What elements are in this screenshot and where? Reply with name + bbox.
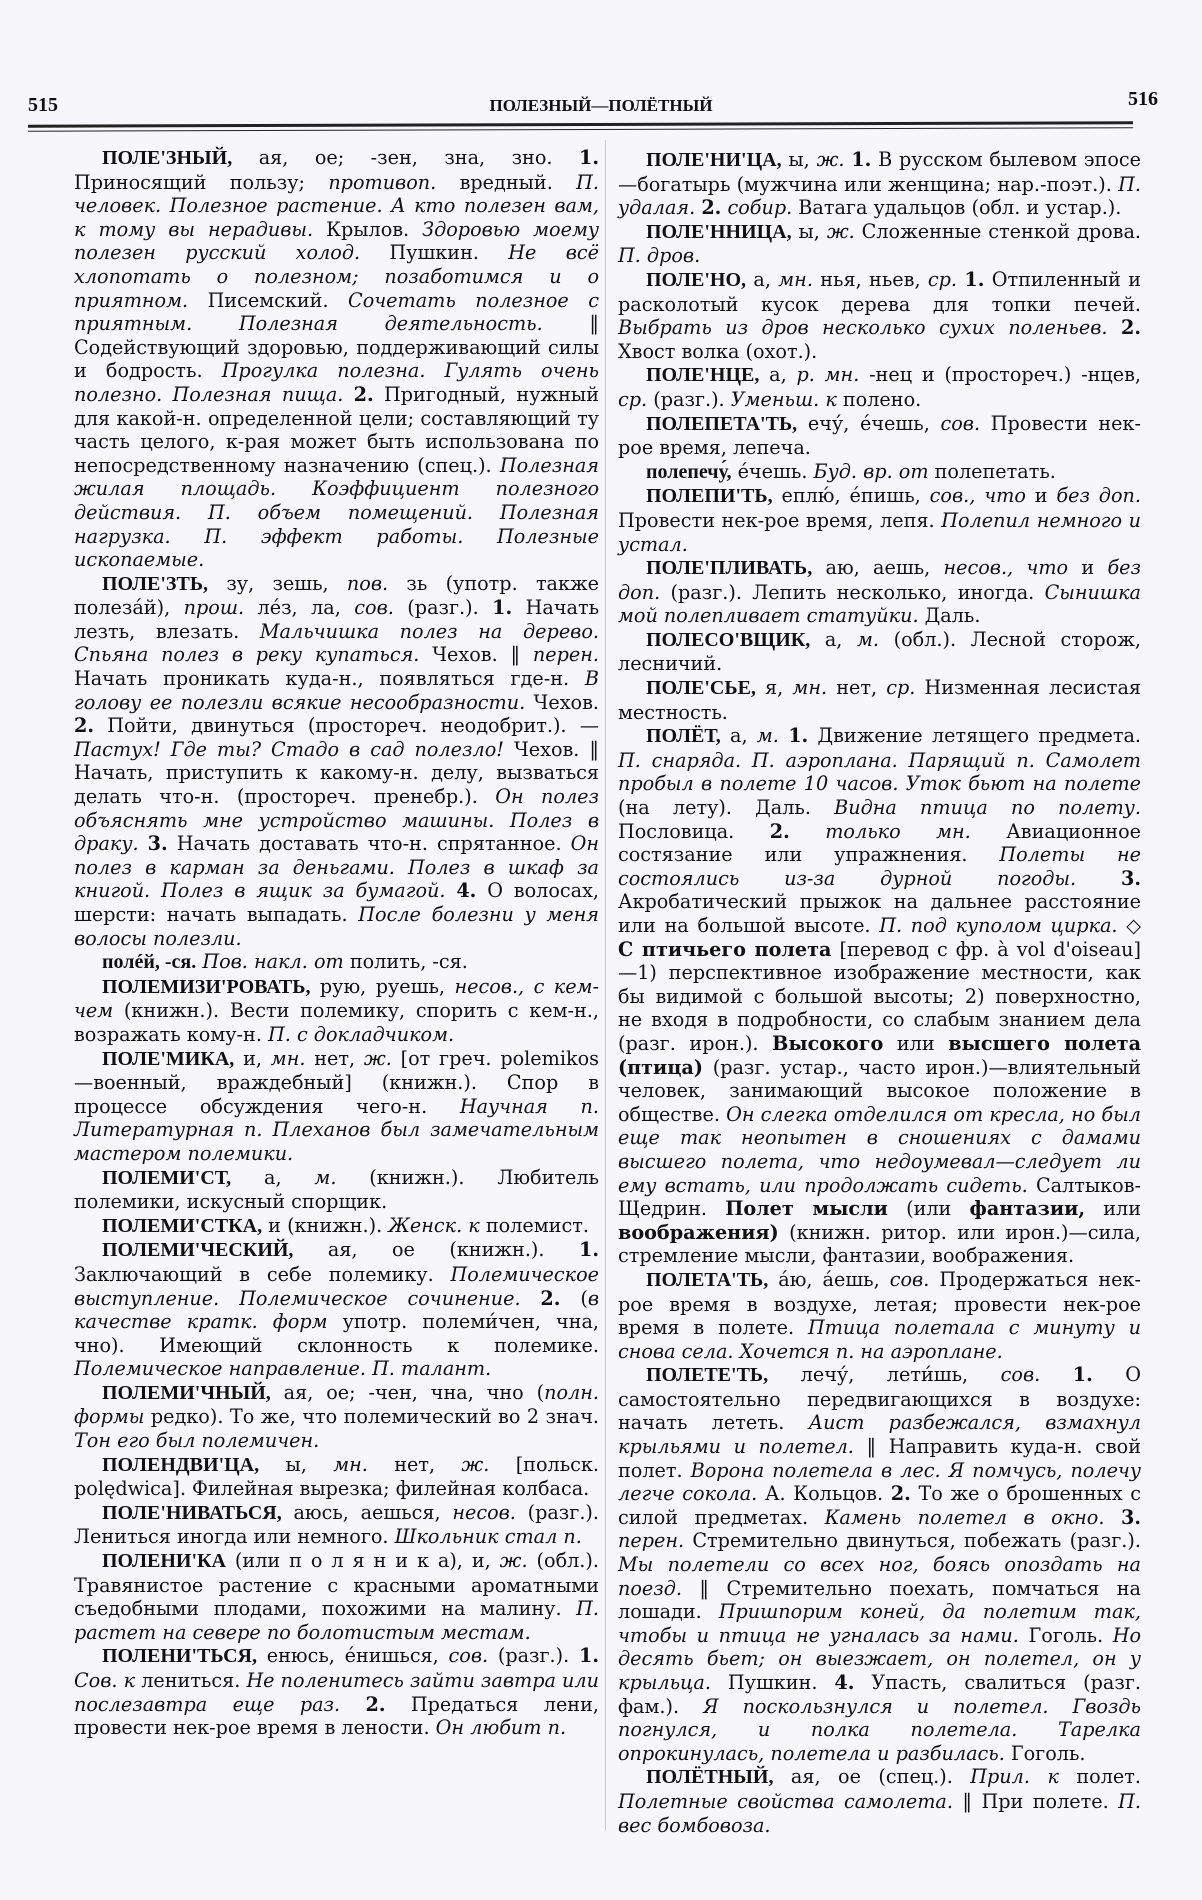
entry-headword: ПОЛЕМИ'ЧНЫЙ, bbox=[102, 1381, 271, 1404]
example-text: Сынишка мой полепливает статуйки. bbox=[618, 580, 1141, 628]
dictionary-entry bbox=[618, 1363, 1141, 1765]
example-text: Пришпорим коней, да полетим так, чтобы и птица не угналась за нами. bbox=[618, 1600, 1141, 1647]
definition-text: или bbox=[883, 1031, 949, 1055]
definition-text: Провести нек-рое время, лепя. bbox=[618, 508, 942, 532]
definition-text bbox=[521, 1287, 541, 1310]
example-text: Но десять бьет; он выезжает, он полетел, он у крыльца. bbox=[618, 1623, 1142, 1694]
example-text: полн. формы bbox=[74, 1380, 599, 1429]
sense-marker: Высокого bbox=[772, 1031, 884, 1055]
definition-text: (разг.). bbox=[393, 596, 493, 620]
definition-text: Писемский. bbox=[188, 288, 349, 312]
example-text: Полепил немного и устал. bbox=[618, 508, 1142, 556]
example-text: ж. bbox=[499, 1549, 528, 1573]
sense-marker: 1. bbox=[578, 146, 599, 169]
page-header bbox=[0, 0, 1202, 140]
definition-text bbox=[1108, 316, 1121, 339]
dictionary-entry bbox=[618, 724, 1141, 1268]
dictionary-entry bbox=[74, 1238, 599, 1381]
dictionary-entry bbox=[618, 484, 1141, 556]
example-text: Женск. к bbox=[388, 1213, 480, 1237]
definition-text: Гоголь. bbox=[1018, 1623, 1113, 1647]
definition-text: (на лету). Даль. bbox=[618, 796, 835, 820]
definition-text: ‖ Направить куда-н. свой полет. bbox=[618, 1435, 1142, 1482]
example-text: Полемическое направление. П. талант. bbox=[74, 1357, 492, 1381]
entry-headword: ПОЛЕ'ЗТЬ, bbox=[102, 572, 209, 595]
example-text: Мальчишка полез на дерево. Спьяна полез в реку купаться. bbox=[74, 619, 599, 667]
dictionary-entry bbox=[74, 1644, 599, 1739]
definition-text: Предаться лени, провести нек-рое время в лености. bbox=[74, 1692, 599, 1740]
definition-text: рую, руешь, bbox=[310, 974, 455, 998]
entry-headword: ПОЛЕПЕТА'ТЬ, bbox=[646, 412, 798, 435]
example-text: Не всё хлопотать о полезном; позаботимся и о приятном. bbox=[74, 241, 599, 312]
definition-text: еплю́, éпишь, bbox=[772, 484, 930, 508]
entry-headword: ПОЛЕНИ'КА bbox=[102, 1550, 226, 1573]
column-divider bbox=[605, 140, 606, 1830]
definition-text: и bbox=[1068, 556, 1108, 580]
definition-text: нет, bbox=[305, 1046, 364, 1070]
definition-text: зь (употр. также полезáй), bbox=[74, 571, 599, 620]
definition-text: Чехов. bbox=[525, 690, 600, 714]
sense-marker: 1. bbox=[851, 148, 872, 171]
dictionary-entry bbox=[618, 1268, 1141, 1363]
definition-text: а, bbox=[746, 267, 779, 291]
right-column bbox=[618, 148, 1141, 1837]
dictionary-entry bbox=[618, 628, 1141, 676]
definition-text: полено. bbox=[836, 387, 922, 411]
entry-headword: полéй, -ся. bbox=[102, 951, 197, 974]
example-text: только мн. bbox=[825, 819, 971, 843]
example-text: В голову ее полезли всякие несообразности. bbox=[74, 667, 599, 714]
definition-text: Пойти, двинуться (простореч. неодобрит.). bbox=[94, 714, 580, 738]
entry-headword: ПОЛЕМИ'СТКА, bbox=[102, 1214, 263, 1237]
example-text: Он слегка отделился от кресла, но был еще так неопытен в сношениях с дамами высшего полета, что недоумевал—следует ли ему встать, или продолжать сидеть. bbox=[618, 1102, 1141, 1197]
definition-text: ая, ое; -чен, чна, чно ( bbox=[270, 1380, 545, 1404]
example-text: Не поленитесь зайти завтра или послезавтра еще раз. bbox=[74, 1669, 599, 1716]
definition-text: лечу́, лети́шь, bbox=[768, 1363, 1001, 1387]
sense-marker: высшего полета (птица) bbox=[618, 1031, 1142, 1079]
example-text: сов. bbox=[889, 1267, 930, 1291]
example-text: несов., что bbox=[943, 556, 1069, 580]
entry-headword: ПОЛЕ'НО, bbox=[646, 268, 747, 291]
example-text: Ворона полетела в лес. Я помчусь, полечу легче сокола. bbox=[618, 1458, 1141, 1506]
definition-text: (или bbox=[887, 1197, 970, 1221]
example-text: Видна птица по полету. bbox=[834, 796, 1141, 820]
example-text: прош. bbox=[183, 596, 245, 620]
dictionary-entry bbox=[618, 220, 1141, 268]
definition-text: полить, -ся. bbox=[343, 950, 468, 974]
example-text: Выбрать из дров несколько сухих поленьев. bbox=[618, 316, 1108, 340]
example-text: сов. bbox=[354, 596, 394, 620]
left-page-number: 515 bbox=[28, 94, 58, 116]
header-rule-thick bbox=[28, 121, 1133, 127]
definition-text: Провести нек-рое время, лепеча. bbox=[618, 411, 1141, 460]
example-text: Полезная жилая площадь. Коэффициент полезного действия. П. объем помещений. Полезная нагрузка. П. эффект работы. Полезные ископаемые. bbox=[74, 453, 599, 572]
definition-text: ая, ое (книжн.). bbox=[293, 1238, 579, 1262]
dictionary-entry bbox=[618, 556, 1141, 628]
sense-marker: 4. bbox=[834, 1671, 855, 1694]
definition-text: éчешь. bbox=[731, 459, 814, 483]
sense-marker: 1. bbox=[964, 267, 985, 291]
definition-text: Отпиленный и расколотый кусок дерева для топки печей. bbox=[618, 267, 1141, 316]
entry-headword: ПОЛЕ'ЗНЫЙ, bbox=[102, 147, 233, 169]
definition-text: употр. полеми́чен, чна, чно). Имеющий склонность к полемике. bbox=[74, 1310, 600, 1357]
definition-text: (разг.). bbox=[647, 387, 731, 411]
definition-text: Чехов. ‖ bbox=[419, 643, 533, 667]
definition-text: Движение летящего предмета. bbox=[808, 724, 1141, 748]
dictionary-entry bbox=[618, 363, 1141, 411]
example-text: Сов. к bbox=[74, 1669, 136, 1692]
example-text: несов., с кем-чем bbox=[74, 974, 599, 1023]
example-text: ср. bbox=[618, 387, 648, 411]
definition-text: ая, ое (спец.). bbox=[773, 1765, 971, 1789]
definition-text: О самостоятельно передвигающихся в воздухе: начать лететь. bbox=[618, 1363, 1141, 1435]
example-text: Прогулка полезна. Гулять очень полезно. Полезная пища. bbox=[74, 359, 599, 406]
dictionary-entry bbox=[618, 148, 1141, 220]
sense-marker: 3. bbox=[1120, 1505, 1141, 1529]
definition-text: То же о брошенных с силой предметах. bbox=[618, 1482, 1141, 1529]
definition-text bbox=[1104, 1506, 1121, 1529]
dictionary-entry bbox=[74, 1453, 599, 1501]
sense-marker: фантазии, bbox=[969, 1197, 1086, 1221]
definition-text: полет. bbox=[1058, 1765, 1141, 1789]
example-text: Аист разбежался, взмахнул крыльями и полетел. bbox=[618, 1411, 1141, 1459]
definition-text: [перевод с фр. à vol d'oiseau]—1) перспективное изображение местности, как бы видимой с большой высоты; 2) поверхностно, не входя в подробности, со слабым знанием дела (разг. ирон.). bbox=[618, 937, 1142, 1055]
definition-text: (книжн.). Любитель полемики, искусный спорщик. bbox=[74, 1165, 599, 1214]
definition-text: Пушкин. bbox=[360, 241, 509, 265]
dictionary-entry bbox=[74, 950, 599, 975]
definition-text: а, bbox=[231, 1165, 315, 1189]
definition-text: зу, зешь, bbox=[208, 571, 347, 595]
dictionary-entry bbox=[74, 1381, 599, 1453]
definition-text: О волосах, шерсти: начать выпадать. bbox=[74, 879, 599, 926]
definition-text bbox=[343, 383, 353, 406]
example-text: м. bbox=[857, 627, 880, 651]
example-text: П. снаряда. П. аэроплана. Парящий п. Самолет пробыл в полете 10 часов. Уток бьют на полете bbox=[618, 748, 1141, 796]
example-text: Буд. вр. от bbox=[813, 459, 929, 483]
definition-text: вредный. bbox=[436, 170, 577, 194]
definition-text bbox=[340, 1693, 365, 1716]
definition-text: нет, bbox=[367, 1452, 462, 1476]
definition-text: ы, bbox=[781, 148, 817, 171]
definition-text: Крылов. bbox=[313, 217, 423, 241]
entry-headword: ПОЛЕ'ННИЦА, bbox=[646, 220, 792, 243]
sense-marker: 2. bbox=[365, 1692, 386, 1716]
entry-headword: ПОЛЁТ, bbox=[646, 725, 721, 748]
example-text: Полеты не состоялись из-за дурной погоды. bbox=[618, 843, 1141, 890]
definition-text: Упасть, свалиться (разг. фам.). bbox=[618, 1671, 1141, 1718]
entry-headword: ПОЛЕМИЗИ'РОВАТЬ, bbox=[102, 975, 311, 998]
definition-text: Начать проникать куда-н., появляться где-н. bbox=[74, 667, 585, 691]
example-text: сов. bbox=[448, 1644, 489, 1668]
example-text: П. удалая. bbox=[618, 172, 1141, 220]
example-text: мн. bbox=[792, 676, 828, 700]
sense-marker: 2. bbox=[353, 382, 374, 406]
dictionary-entry bbox=[74, 975, 599, 1047]
example-text: —Пастух! Где ты? Стадо в сад полезло! bbox=[74, 714, 599, 761]
example-text: П. дров. bbox=[618, 244, 701, 268]
example-text: в качестве кратк. форм bbox=[74, 1286, 599, 1334]
definition-text: Хвост волка (охот.). bbox=[618, 339, 818, 363]
definition-text: лéз, ла, bbox=[244, 596, 355, 620]
definition-text: а, bbox=[759, 363, 797, 387]
example-text: Прил. к bbox=[970, 1765, 1059, 1789]
definition-text: (разг.). Лениться иногда или немного. bbox=[74, 1500, 600, 1549]
dictionary-entry bbox=[74, 1047, 599, 1166]
entry-headword: полепечу́, bbox=[646, 460, 732, 483]
sense-marker: 4. bbox=[456, 879, 477, 903]
example-text: Он любит п. bbox=[435, 1716, 567, 1740]
right-page-number: 516 bbox=[1128, 88, 1158, 110]
definition-text: аю, аешь, bbox=[812, 556, 944, 580]
sense-marker: 2. bbox=[769, 819, 790, 843]
example-text: противоп. bbox=[328, 170, 437, 194]
header-rule-thin bbox=[28, 127, 1133, 131]
entry-headword: ПОЛЕТЕ'ТЬ, bbox=[646, 1364, 769, 1387]
example-text: ж. bbox=[461, 1452, 490, 1476]
example-text: ср. bbox=[886, 676, 916, 700]
sense-marker: воображения) bbox=[618, 1220, 779, 1244]
example-text: ж. bbox=[363, 1046, 392, 1070]
entry-headword: ПОЛЕ'НЦЕ, bbox=[646, 364, 760, 387]
sense-marker: 1. bbox=[1072, 1363, 1093, 1387]
definition-text: (или п о л я н и к а), и, bbox=[225, 1549, 500, 1573]
example-text: Полетные свойства самолета. bbox=[618, 1789, 953, 1813]
definition-text: Ватага удальцов (обл. и устар.). bbox=[792, 196, 1122, 220]
example-text: Полемическое выступление. Полемическое сочинение. bbox=[74, 1262, 599, 1310]
sense-marker: 1. bbox=[492, 596, 513, 620]
example-text: пов. bbox=[346, 571, 389, 595]
definition-text: Пригодный, нужный для какой-н. определенной цели; составляющий ту часть целого, к-рая может быть использована по непосредственному назначению (спец.). bbox=[74, 382, 599, 477]
dictionary-entry bbox=[74, 1214, 599, 1239]
definition-text: полепетать. bbox=[928, 459, 1056, 483]
dictionary-entry bbox=[618, 268, 1141, 363]
example-text: Птица полетала с минуту и снова села. Хочется п. на аэроплане. bbox=[618, 1316, 1141, 1363]
definition-text: Сложенные стенкой дрова. bbox=[854, 219, 1141, 243]
definition-text: ‖ Стремительно поехать, помчаться на лошади. bbox=[618, 1576, 1141, 1624]
example-text: Камень полетел в окно. bbox=[824, 1505, 1105, 1529]
example-text: Тон его был полемичен. bbox=[74, 1429, 320, 1453]
example-text: П. под куполом цирка. bbox=[879, 914, 1118, 937]
definition-text: ( bbox=[560, 1286, 588, 1310]
definition-text: редко). То же, что полемический во 2 знач. bbox=[144, 1405, 599, 1429]
example-text: м. bbox=[756, 724, 779, 748]
definition-text: [польск. polędwica]. Филейная вырезка; филейная колбаса. bbox=[74, 1452, 599, 1501]
entry-headword: ПОЛЕ'ПЛИВАТЬ, bbox=[646, 557, 813, 580]
definition-text: Продержаться нек-рое время в воздухе, летая; провести нек-рое время в полете. bbox=[618, 1267, 1141, 1340]
definition-text: а, bbox=[720, 724, 757, 748]
left-column bbox=[74, 146, 599, 1740]
definition-text: я, bbox=[755, 676, 793, 700]
dictionary-entry bbox=[74, 1549, 599, 1644]
sense-marker: 2. bbox=[1120, 316, 1141, 340]
definition-text: Стремительно двинуться, побежать (разг.). bbox=[684, 1529, 1141, 1553]
example-text: мн. bbox=[333, 1452, 368, 1476]
definition-text: (обл.). Травянистое растение с красными ароматными съедобными плодами, похожими на малину. bbox=[74, 1549, 599, 1621]
definition-text: или bbox=[1085, 1197, 1141, 1221]
example-text: Мы полетели со всех ног, боясь опоздать на поезд. bbox=[618, 1553, 1141, 1600]
definition-text: нет, bbox=[827, 676, 887, 700]
definition-text bbox=[445, 879, 456, 902]
definition-text bbox=[1076, 867, 1121, 890]
example-text: мн. bbox=[778, 267, 813, 291]
definition-text: -нец и (простореч.) -нцев, bbox=[859, 363, 1141, 387]
sense-marker: 2. bbox=[74, 714, 95, 738]
example-text: м. bbox=[314, 1165, 337, 1189]
dictionary-entry bbox=[74, 1501, 599, 1549]
definition-text: аюсь, аешься, bbox=[281, 1500, 453, 1524]
definition-text: Даль. bbox=[918, 604, 981, 628]
definition-text: нья, ньев, bbox=[812, 267, 928, 291]
entry-headword: ПОЛЕНДВИ'ЦА, bbox=[102, 1453, 260, 1476]
example-text: сов. bbox=[1000, 1363, 1041, 1387]
definition-text: Чехов. ‖ Начать, приступить к какому-н. делу, вызваться делать что-н. (простореч. пренебр.). bbox=[74, 737, 599, 809]
entry-headword: ПОЛЕМИ'СТ, bbox=[102, 1166, 232, 1189]
definition-text: и, bbox=[234, 1046, 271, 1070]
example-text: П. человек. Полезное растение. А кто полезен вам, к тому вы нерадивы. bbox=[74, 170, 599, 241]
dictionary-entry bbox=[618, 460, 1141, 485]
definition-text bbox=[1040, 1363, 1073, 1386]
entry-headword: ПОЛЕ'МИКА, bbox=[102, 1047, 235, 1070]
definition-text: Начать лезть, влезать. bbox=[74, 596, 600, 643]
definition-text: полемист. bbox=[479, 1213, 589, 1237]
example-text: После болезни у меня волосы полезли. bbox=[74, 903, 599, 950]
sense-marker: 2. bbox=[890, 1482, 911, 1506]
dictionary-entry bbox=[618, 676, 1141, 724]
example-text: собир. bbox=[727, 196, 793, 220]
definition-text: ‖ При полете. bbox=[952, 1789, 1119, 1813]
example-text: Пов. накл. от bbox=[202, 950, 344, 974]
entry-headword: ПОЛЕСО'ВЩИК, bbox=[646, 628, 811, 651]
dictionary-entry bbox=[74, 146, 599, 572]
entry-headword: ПОЛЕМИ'ЧЕСКИЙ, bbox=[102, 1239, 294, 1262]
definition-text: Приносящий пользу; bbox=[74, 170, 329, 194]
example-text: П. вес бомбовоза. bbox=[618, 1789, 1141, 1837]
sense-marker: 3. bbox=[147, 832, 168, 856]
example-text: перен. bbox=[532, 643, 599, 667]
definition-text: Авиационное состязание или упражнения. bbox=[618, 819, 1141, 867]
example-text: Научная п. Литературная п. Плеханов был замечательным мастером полемики. bbox=[74, 1094, 599, 1165]
example-text: Школьник стал п. bbox=[394, 1525, 582, 1549]
example-text: Он полез в карман за деньгами. Полез в шкаф за книгой. Полез в ящик за бумагой. bbox=[74, 832, 599, 903]
definition-text: Низменная лесистая местность. bbox=[618, 676, 1141, 724]
definition-text: ‖ Содействующий здоровью, поддерживающий силы и бодрость. bbox=[74, 312, 599, 383]
definition-text: енюсь, éнишься, bbox=[256, 1644, 449, 1668]
definition-text: (разг.). bbox=[488, 1644, 579, 1668]
definition-text: Начать доставать что-н. спрятанное. bbox=[167, 832, 571, 856]
sense-marker: 3. bbox=[1120, 866, 1142, 890]
example-text: без доп. bbox=[1056, 484, 1141, 508]
entry-headword: ПОЛЕ'СЬЕ, bbox=[646, 677, 756, 700]
definition-text: Пословица. bbox=[618, 819, 770, 843]
definition-text: а, bbox=[810, 627, 857, 651]
definition-text: (книжн.). Вести полемику, спорить с кем-н., возражать кому-н. bbox=[74, 999, 599, 1046]
entry-headword: ПОЛЁТНЫЙ, bbox=[646, 1766, 774, 1789]
sense-marker: 2. bbox=[540, 1286, 561, 1310]
definition-text: áю, áешь, bbox=[768, 1267, 890, 1291]
entry-headword: ПОЛЕ'НИ'ЦА, bbox=[646, 149, 782, 171]
definition-text: В русском былевом эпосе—богатырь (мужчина или женщина; нар.-поэт.). bbox=[618, 148, 1141, 196]
dictionary-entry bbox=[74, 1166, 599, 1214]
example-text: Он полез объяснять мне устройство машины. Полез в драку. bbox=[74, 785, 599, 856]
definition-text: Пушкин. bbox=[710, 1671, 835, 1694]
definition-text: (книжн. ритор. или ирон.)—сила, стремление мысли, фантазии, воображения. bbox=[618, 1220, 1141, 1268]
sense-marker: С птичьего полета bbox=[618, 937, 832, 961]
definition-text: лениться. bbox=[135, 1669, 247, 1692]
entry-headword: ПОЛЕПИ'ТЬ, bbox=[646, 485, 773, 508]
sense-marker: 2. bbox=[701, 196, 722, 220]
example-text: без доп. bbox=[618, 556, 1141, 604]
running-head: ПОЛЕЗНЫЙ—ПОЛЁТНЫЙ bbox=[489, 96, 713, 115]
dictionary-entry bbox=[74, 572, 599, 951]
definition-text: Заключающий в себе полемику. bbox=[74, 1262, 451, 1286]
example-text: перен. bbox=[618, 1529, 685, 1553]
definition-text: (разг.). Лепить несколько, иногда. bbox=[660, 580, 1045, 604]
example-text: сов. bbox=[940, 411, 981, 435]
example-text: сов., что bbox=[929, 484, 1026, 508]
example-text: П. с докладчиком. bbox=[268, 1022, 455, 1046]
definition-text: ы, bbox=[791, 219, 827, 243]
definition-text: Акробатический прыжок на дальнее расстояние или на большой высоте. bbox=[618, 890, 1141, 937]
definition-text: и bbox=[1025, 484, 1057, 508]
example-text: Я поскользнулся и полетел. Гвоздь погнулся, и полка полетела. Тарелка опрокинулась, полетела и разбилась. bbox=[618, 1694, 1142, 1765]
definition-text bbox=[139, 832, 148, 855]
definition-text: Салтыков-Щедрин. bbox=[618, 1173, 1142, 1221]
example-text: Уменьш. к bbox=[730, 387, 837, 411]
definition-text: (разг. устар., часто ирон.)—влиятельный человек, занимающий высокое положение в обществе. bbox=[618, 1055, 1141, 1126]
example-text: П. растет на севере по болотистым местам. bbox=[74, 1597, 599, 1644]
definition-text: и (книжн.). bbox=[262, 1213, 389, 1237]
example-text: ж. bbox=[816, 148, 845, 171]
example-text: ж. bbox=[826, 219, 855, 243]
sense-marker: 1. bbox=[578, 1238, 599, 1262]
definition-text: [от греч. polemikos—военный, враждебный] (книжн.). Спор в процессе обсуждения чего-н. bbox=[74, 1046, 600, 1118]
definition-text bbox=[779, 724, 788, 747]
definition-text bbox=[790, 820, 825, 843]
definition-text: А. Кольцов. bbox=[757, 1482, 891, 1506]
sense-marker: 1. bbox=[788, 724, 809, 748]
dictionary-entry bbox=[618, 412, 1141, 460]
entry-headword: ПОЛЕТА'ТЬ, bbox=[646, 1268, 769, 1291]
sense-marker: 1. bbox=[578, 1644, 600, 1668]
entry-headword: ПОЛЕ'НИВАТЬСЯ, bbox=[102, 1501, 282, 1524]
sense-marker: Полет мысли bbox=[725, 1197, 888, 1221]
example-text: р. мн. bbox=[796, 363, 860, 387]
example-text: несов. bbox=[452, 1500, 516, 1524]
entry-headword: ПОЛЕНИ'ТЬСЯ, bbox=[102, 1645, 257, 1668]
example-text: Здоровью моему полезен русский холод. bbox=[74, 217, 599, 265]
example-text: Сочетать полезное с приятным. Полезная деятельность. bbox=[74, 288, 599, 336]
definition-text: ы, bbox=[259, 1452, 334, 1476]
example-text: мн. bbox=[270, 1046, 306, 1070]
dictionary-entry bbox=[618, 1765, 1141, 1837]
definition-text: ечу́, éчешь, bbox=[797, 411, 941, 435]
definition-text: Гоголь. bbox=[1004, 1741, 1086, 1765]
definition-text: ая, ое; -зен, зна, зно. bbox=[232, 146, 579, 169]
definition-text: (обл.). Лесной сторож, лесничий. bbox=[618, 627, 1141, 676]
definition-text: ◇ bbox=[1117, 914, 1142, 937]
example-text: ср. bbox=[927, 267, 958, 291]
